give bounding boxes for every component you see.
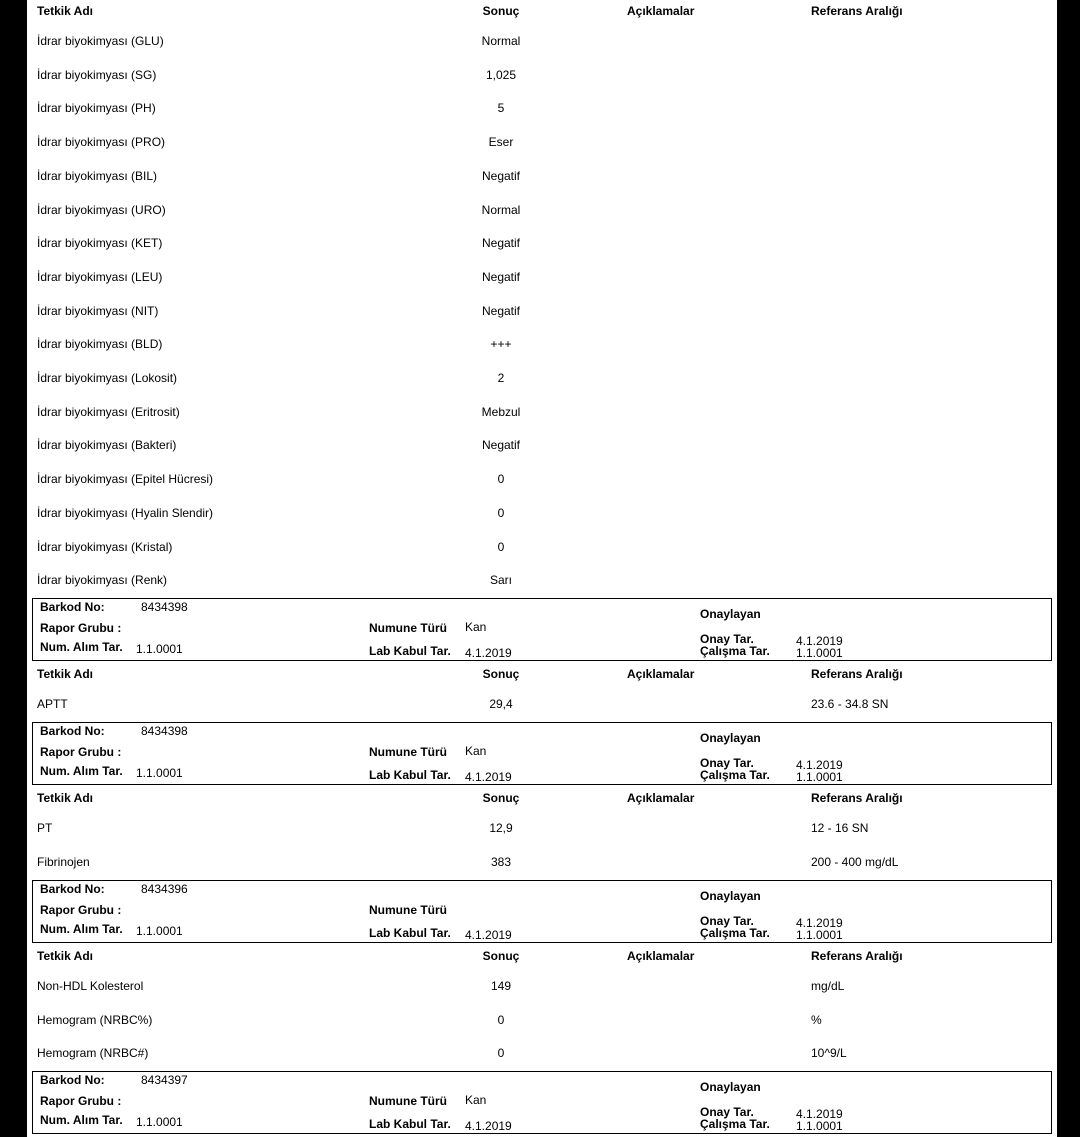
header-notes: Açıklamalar [627,4,695,18]
lab-accept-label: Lab Kabul Tar. [369,768,451,782]
sample-info-box [32,722,1052,785]
approver-label: Onaylayan [700,889,761,903]
test-result: 5 [497,101,505,116]
approve-date-label: Onay Tar. [700,1105,754,1119]
lab-accept-label: Lab Kabul Tar. [369,1117,451,1131]
sample-date-value: 1.1.0001 [136,642,183,656]
approver-label: Onaylayan [700,607,761,621]
header-result: Sonuç [482,949,520,963]
test-result: Sarı [489,573,512,588]
lab-accept-value: 4.1.2019 [465,646,512,660]
sample-info-box [32,1071,1052,1134]
header-reference: Referans Aralığı [811,791,903,805]
test-result: 0 [497,472,505,487]
test-result: Negatif [481,168,521,183]
sample-info-box [32,880,1052,943]
test-name: İdrar biyokimyası (Lokosit) [37,371,178,385]
test-result: Mebzul [481,404,521,419]
test-result: 2 [497,371,505,385]
test-result: Negatif [481,269,521,284]
approve-date-label: Onay Tar. [700,756,754,770]
sample-type-value: Kan [465,620,487,634]
work-date-label: Çalışma Tar. [700,1117,770,1131]
test-name: Hemogram (NRBC%) [37,1012,153,1027]
work-date-label: Çalışma Tar. [700,768,770,782]
test-result: Normal [481,34,521,48]
barcode-value: 8434398 [141,724,188,738]
approve-date-label: Onay Tar. [700,632,754,646]
header-test-name: Tetkik Adı [37,4,94,18]
sample-type-value: Kan [465,1093,487,1107]
sample-date-label: Num. Alım Tar. [40,1113,123,1127]
sample-info-box [32,598,1052,661]
test-result: Normal [481,202,521,217]
lab-accept-label: Lab Kabul Tar. [369,644,451,658]
report-group-label: Rapor Grubu : [40,903,122,917]
test-result: Negatif [481,303,521,318]
test-result: Eser [488,135,514,150]
test-reference: 200 - 400 mg/dL [811,854,899,869]
test-name: Non-HDL Kolesterol [37,979,144,993]
report-group-label: Rapor Grubu : [40,745,122,759]
header-test-name: Tetkik Adı [37,949,94,963]
lab-accept-value: 4.1.2019 [465,928,512,942]
work-date-label: Çalışma Tar. [700,926,770,940]
header-reference: Referans Aralığı [811,949,903,963]
test-result: +++ [490,337,512,352]
test-result: 1,025 [485,67,517,82]
sample-date-value: 1.1.0001 [136,766,183,780]
test-reference: mg/dL [811,979,845,993]
test-result: 29,4 [489,697,513,711]
sample-type-label: Numune Türü [369,621,447,635]
test-result: 0 [497,1012,505,1027]
test-reference: 23.6 - 34.8 SN [811,697,889,711]
test-name: İdrar biyokimyası (PRO) [37,135,166,150]
test-name: İdrar biyokimyası (NIT) [37,303,159,318]
test-result: 383 [490,854,512,869]
approver-label: Onaylayan [700,1080,761,1094]
approve-date-value: 4.1.2019 [796,1107,843,1121]
header-result: Sonuç [482,667,520,681]
lab-accept-value: 4.1.2019 [465,1119,512,1133]
approve-date-label: Onay Tar. [700,914,754,928]
barcode-label: Barkod No: [40,600,105,614]
test-result: 0 [497,539,505,554]
lab-report-page [27,0,1057,1137]
test-reference: % [811,1012,822,1027]
test-name: İdrar biyokimyası (URO) [37,202,166,217]
test-name: İdrar biyokimyası (Eritrosit) [37,404,180,419]
report-group-label: Rapor Grubu : [40,1094,122,1108]
test-name: PT [37,821,53,835]
header-test-name: Tetkik Adı [37,791,94,805]
approver-label: Onaylayan [700,731,761,745]
header-result: Sonuç [482,791,520,805]
test-reference: 10^9/L [811,1046,847,1060]
test-result: 0 [497,505,505,520]
test-name: APTT [37,697,68,711]
lab-accept-value: 4.1.2019 [465,770,512,784]
test-name: İdrar biyokimyası (PH) [37,101,156,116]
test-name: Fibrinojen [37,854,90,869]
report-group-label: Rapor Grubu : [40,621,122,635]
header-reference: Referans Aralığı [811,667,903,681]
approve-date-value: 4.1.2019 [796,634,843,648]
test-result: 0 [497,1046,505,1060]
test-reference: 12 - 16 SN [811,821,869,835]
header-notes: Açıklamalar [627,667,695,681]
work-date-value: 1.1.0001 [796,1119,843,1133]
test-name: İdrar biyokimyası (Bakteri) [37,438,177,453]
work-date-label: Çalışma Tar. [700,644,770,658]
test-result: Negatif [481,438,521,453]
sample-type-label: Numune Türü [369,745,447,759]
barcode-value: 8434397 [141,1073,188,1087]
sample-date-label: Num. Alım Tar. [40,764,123,778]
sample-date-label: Num. Alım Tar. [40,922,123,936]
test-name: İdrar biyokimyası (BLD) [37,337,163,352]
test-name: İdrar biyokimyası (Hyalin Slendir) [37,505,214,520]
work-date-value: 1.1.0001 [796,646,843,660]
sample-type-value: Kan [465,744,487,758]
header-notes: Açıklamalar [627,791,695,805]
test-name: Hemogram (NRBC#) [37,1046,149,1060]
sample-date-value: 1.1.0001 [136,924,183,938]
test-name: İdrar biyokimyası (Kristal) [37,539,173,554]
approve-date-value: 4.1.2019 [796,758,843,772]
header-reference: Referans Aralığı [811,4,903,18]
test-name: İdrar biyokimyası (SG) [37,67,157,82]
approve-date-value: 4.1.2019 [796,916,843,930]
work-date-value: 1.1.0001 [796,928,843,942]
barcode-label: Barkod No: [40,882,105,896]
sample-type-label: Numune Türü [369,903,447,917]
test-result: 149 [490,979,512,993]
barcode-value: 8434398 [141,600,188,614]
barcode-label: Barkod No: [40,1073,105,1087]
sample-date-value: 1.1.0001 [136,1115,183,1129]
work-date-value: 1.1.0001 [796,770,843,784]
test-name: İdrar biyokimyası (GLU) [37,34,164,48]
barcode-value: 8434396 [141,882,188,896]
test-name: İdrar biyokimyası (BIL) [37,168,158,183]
header-notes: Açıklamalar [627,949,695,963]
sample-type-label: Numune Türü [369,1094,447,1108]
test-result: 12,9 [489,821,513,835]
barcode-label: Barkod No: [40,724,105,738]
test-result: Negatif [481,236,521,251]
sample-date-label: Num. Alım Tar. [40,640,123,654]
test-name: İdrar biyokimyası (Epitel Hücresi) [37,472,214,487]
header-result: Sonuç [482,4,520,18]
test-name: İdrar biyokimyası (KET) [37,236,163,251]
test-name: İdrar biyokimyası (Renk) [37,573,168,588]
lab-accept-label: Lab Kabul Tar. [369,926,451,940]
test-name: İdrar biyokimyası (LEU) [37,269,163,284]
header-test-name: Tetkik Adı [37,667,94,681]
